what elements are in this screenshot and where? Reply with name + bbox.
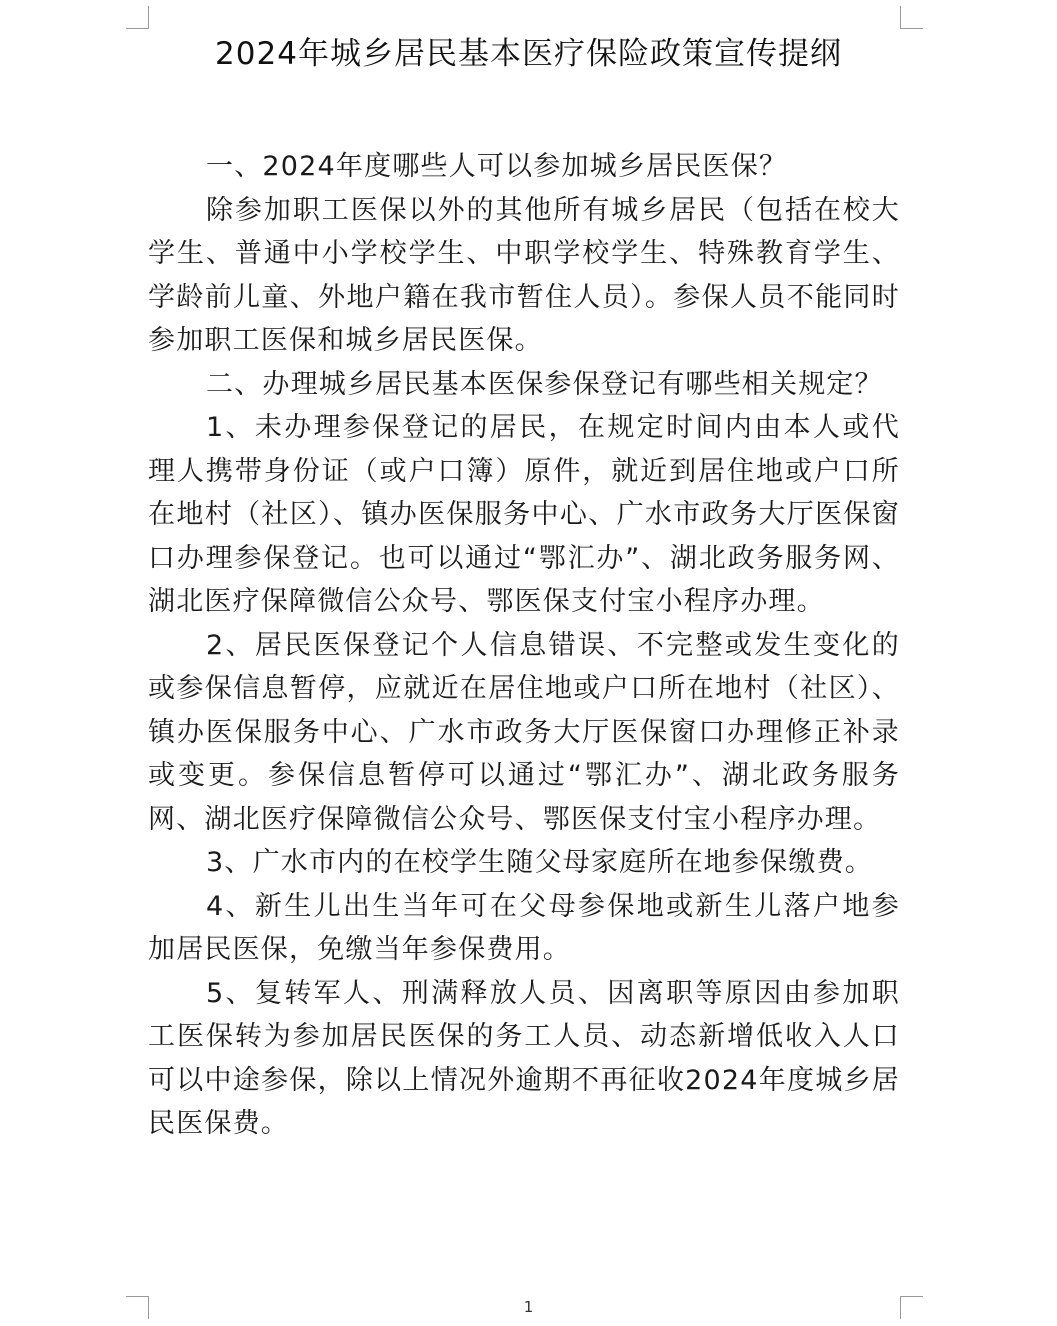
paragraph-rule-1: 1、未办理参保登记的居民，在规定时间内由本人或代理人携带身份证（或户口簿）原件，就近到居住地或户口所在地村（社区）、镇办医保服务中心、广水市政务大厅医保窗口办理参保登记。也可以通过“鄂汇办”、湖北政务服务网、湖北医疗保障微信公众号、鄂医保支付宝小程序办理。 <box>148 412 900 617</box>
section-heading-2: 二、办理城乡居民基本医保参保登记有哪些相关规定？ <box>206 368 883 400</box>
paragraph-eligibility: 除参加职工医保以外的其他所有城乡居民（包括在校大学生、普通中小学校学生、中职学校学生、特殊教育学生、学龄前儿童、外地户籍在我市暂住人员）。参保人员不能同时参加职工医保和城乡居民医保。 <box>148 194 900 356</box>
paragraph-rule-5: 5、复转军人、刑满释放人员、因离职等原因由参加职工医保转为参加居民医保的务工人员、动态新增低收入人口可以中途参保，除以上情况外逾期不再征收2024年度城乡居民医保费。 <box>148 977 900 1139</box>
page-corner-mark-top-right <box>900 6 923 29</box>
section-heading-1: 一、2024年度哪些人可以参加城乡居民医保？ <box>206 151 788 182</box>
page-number: 1 <box>523 1298 534 1316</box>
paragraph-rule-4: 4、新生儿出生当年可在父母参保地或新生儿落户地参加居民医保，免缴当年参保费用。 <box>148 890 900 965</box>
document-body <box>148 145 900 1146</box>
document-title: 2024年城乡居民基本医疗保险政策宣传提纲 <box>215 36 842 72</box>
paragraph-rule-3: 3、广水市内的在校学生随父母家庭所在地参保缴费。 <box>206 847 873 878</box>
paragraph-rule-2: 2、居民医保登记个人信息错误、不完整或发生变化的或参保信息暂停，应就近在居住地或户口所在地村（社区）、镇办医保服务中心、广水市政务大厅医保窗口办理修正补录或变更。参保信息暂停可以通过“鄂汇办”、湖北政务服务网、湖北医疗保障微信公众号、鄂医保支付宝小程序办理。 <box>148 629 900 835</box>
page-corner-mark-top-left <box>126 6 149 29</box>
